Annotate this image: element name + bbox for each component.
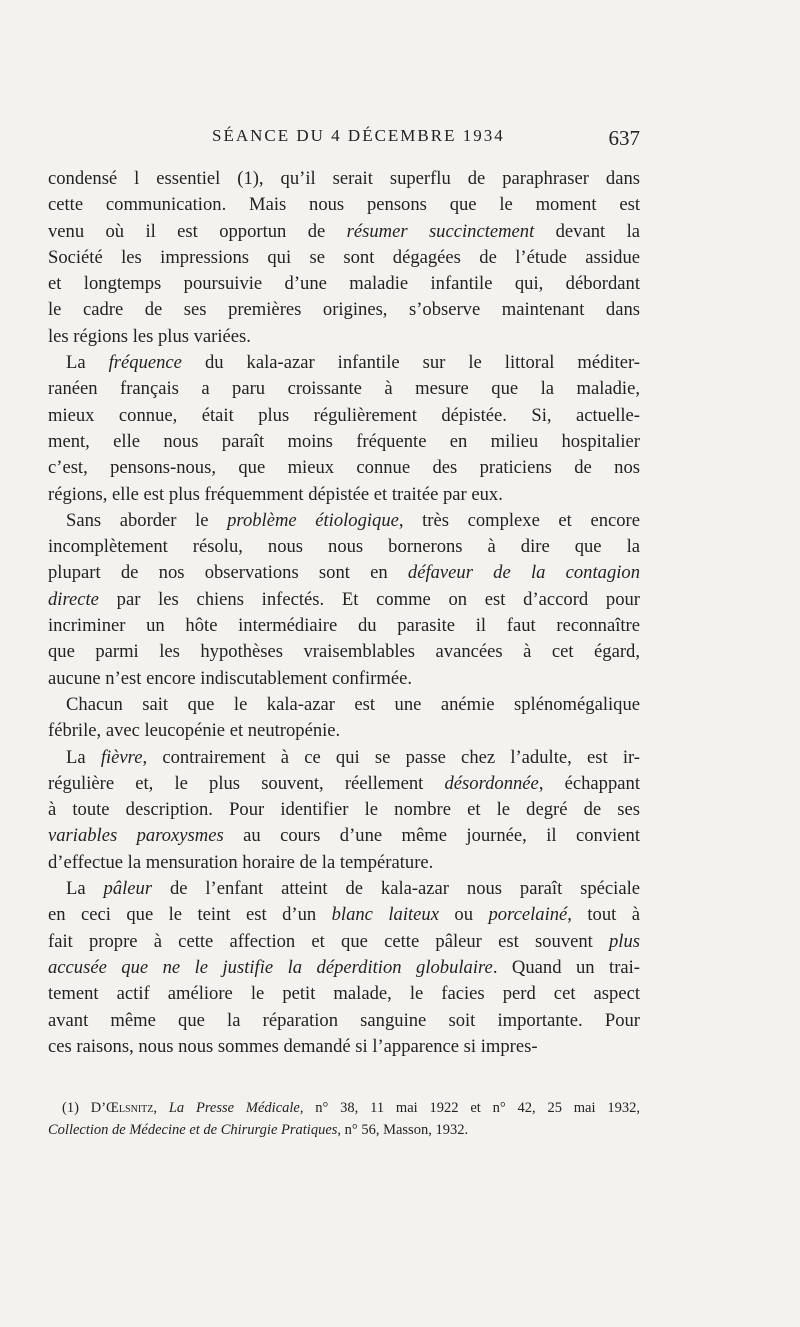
text-run: du kala-azar infantile sur le littoral méditer- — [181, 352, 640, 374]
text-line — [48, 166, 640, 192]
text-line — [48, 1008, 640, 1034]
text-run: le cadre de ses premières origines, s’observe maintenant dans — [48, 299, 640, 321]
paragraph — [48, 166, 640, 350]
author-name: D’Œlsnitz — [90, 1100, 154, 1116]
text-run: par les chiens infectés. Et comme on est d’accord pour — [98, 588, 640, 610]
text-line — [48, 613, 640, 639]
paragraph — [48, 876, 640, 1060]
text-line — [48, 376, 640, 402]
text-line — [48, 508, 640, 534]
italic-text: problème étiologique — [227, 509, 399, 531]
text-run: , tout à — [567, 904, 641, 926]
text-run: c’est, pensons-nous, que mieux connue des praticiens de nos — [48, 457, 640, 479]
text-run: , — [153, 1100, 169, 1116]
text-run: , n° 56, Masson, 1932. — [337, 1122, 469, 1138]
text-line — [48, 823, 640, 849]
paragraph — [48, 692, 640, 745]
italic-text: directe — [48, 588, 99, 610]
paragraph — [48, 508, 640, 692]
text-run: Société les impressions qui se sont dégagées de l’étude assidue — [48, 246, 640, 268]
text-line — [48, 324, 640, 350]
italic-text: Collection de Médecine et de Chirurgie Pratiques — [48, 1122, 338, 1138]
text-run: , contrairement à ce qui se passe chez l’adulte, est ir- — [142, 746, 640, 768]
text-run: devant la — [534, 220, 640, 242]
text-line — [48, 482, 640, 508]
text-run: , n° 38, 11 mai 1922 et n° 42, 25 mai 1932, — [299, 1100, 640, 1116]
text-run: fébrile, avec leucopénie et neutropénie. — [48, 720, 341, 742]
text-line — [48, 929, 640, 955]
text-line — [48, 192, 640, 218]
text-line — [48, 297, 640, 323]
text-run: , échappant — [538, 772, 640, 794]
text-line — [48, 981, 640, 1007]
text-run: avant même que la réparation sanguine soit importante. Pour — [48, 1009, 640, 1031]
text-line — [48, 245, 640, 271]
text-run: La — [66, 878, 104, 900]
text-run: incriminer un hôte intermédiaire du parasite il faut reconnaître — [48, 615, 640, 637]
footnote-line — [48, 1097, 640, 1119]
text-run: La — [66, 746, 101, 768]
text-line — [48, 560, 640, 586]
italic-text: plus — [609, 930, 640, 952]
footnote-line — [48, 1119, 640, 1141]
text-run: mieux connue, était plus régulièrement dépistée. Si, actuelle- — [48, 404, 640, 426]
text-line — [48, 692, 640, 718]
text-line — [48, 1034, 640, 1060]
text-run: que parmi les hypothèses vraisemblables avancées à cet égard, — [48, 641, 640, 663]
italic-text: porcelainé — [488, 904, 568, 926]
text-run: ou — [438, 904, 489, 926]
paragraph — [48, 350, 640, 508]
italic-text: pâleur — [103, 878, 153, 900]
italic-text: La Presse Médicale — [168, 1100, 300, 1116]
text-run: aucune n’est encore indiscutablement confirmée. — [48, 667, 412, 689]
body-text — [48, 166, 640, 1060]
text-line — [48, 876, 640, 902]
text-run: , très complexe et encore — [398, 509, 640, 531]
text-run: et longtemps poursuivie d’une maladie infantile qui, débordant — [48, 273, 640, 295]
text-run: La — [66, 352, 109, 374]
text-line — [48, 219, 640, 245]
text-line — [48, 403, 640, 429]
text-run: cette communication. Mais nous pensons que le moment est — [48, 194, 640, 216]
text-run: fait propre à cette affection et que cette pâleur est souvent — [48, 930, 609, 952]
text-line — [48, 271, 640, 297]
text-run: incomplètement résolu, nous nous bornerons à dire que la — [48, 536, 640, 558]
text-run: de l’enfant atteint de kala-azar nous paraît spéciale — [152, 878, 641, 900]
italic-text: désordonnée — [444, 772, 539, 794]
text-run: tement actif améliore le petit malade, le facies perd cet aspect — [48, 983, 640, 1005]
text-line — [48, 797, 640, 823]
page-header — [48, 126, 640, 156]
text-run: d’effectue la mensuration horaire de la température. — [48, 851, 434, 873]
italic-text: fréquence — [108, 352, 182, 374]
text-run: au cours d’une même journée, il convient — [223, 825, 640, 847]
text-line — [48, 455, 640, 481]
italic-text: blanc laiteux — [331, 904, 439, 926]
text-line — [48, 587, 640, 613]
text-run: Chacun sait que le kala-azar est une anémie splénomégalique — [66, 693, 640, 715]
text-run: en ceci que le teint est d’un — [48, 904, 332, 926]
italic-text: défaveur de la contagion — [407, 562, 640, 584]
text-line — [48, 771, 640, 797]
text-line — [48, 902, 640, 928]
text-line — [48, 666, 640, 692]
italic-text: accusée que ne le justifie la déperdition globulaire — [48, 956, 493, 978]
text-line — [48, 429, 640, 455]
text-run: régions, elle est plus fréquemment dépistée et traitée par eux. — [48, 483, 503, 505]
text-line — [48, 955, 640, 981]
paragraph — [48, 745, 640, 876]
italic-text: fièvre — [100, 746, 143, 768]
text-run: Sans aborder le — [66, 509, 228, 531]
text-run: condensé l essentiel (1), qu’il serait superflu de paraphraser dans — [48, 168, 640, 189]
italic-text: résumer succinctement — [346, 220, 535, 242]
footnote — [48, 1097, 640, 1141]
text-run: venu où il est opportun de — [48, 220, 347, 242]
text-run: ranéen français a paru croissante à mesure que la maladie, — [48, 378, 640, 400]
text-run: les régions les plus variées. — [48, 325, 251, 347]
text-line — [48, 718, 640, 744]
text-run: . Quand un trai- — [492, 956, 640, 978]
page-number: 637 — [608, 126, 640, 150]
text-line — [48, 350, 640, 376]
text-line — [48, 850, 640, 876]
text-line — [48, 534, 640, 560]
running-title: SÉANCE DU 4 DÉCEMBRE 1934 — [212, 126, 505, 145]
text-run: à toute description. Pour identifier le nombre et le degré de ses — [48, 799, 640, 821]
text-run: ces raisons, nous nous sommes demandé si l’apparence si impres- — [48, 1035, 538, 1057]
text-run: ment, elle nous paraît moins fréquente en milieu hospitalier — [48, 430, 640, 452]
text-line — [48, 639, 640, 665]
text-run: régulière et, le plus souvent, réellement — [48, 772, 445, 794]
italic-text: variables paroxysmes — [48, 825, 224, 847]
text-run: (1) — [62, 1100, 91, 1116]
text-run: plupart de nos observations sont en — [48, 562, 408, 584]
text-line — [48, 745, 640, 771]
